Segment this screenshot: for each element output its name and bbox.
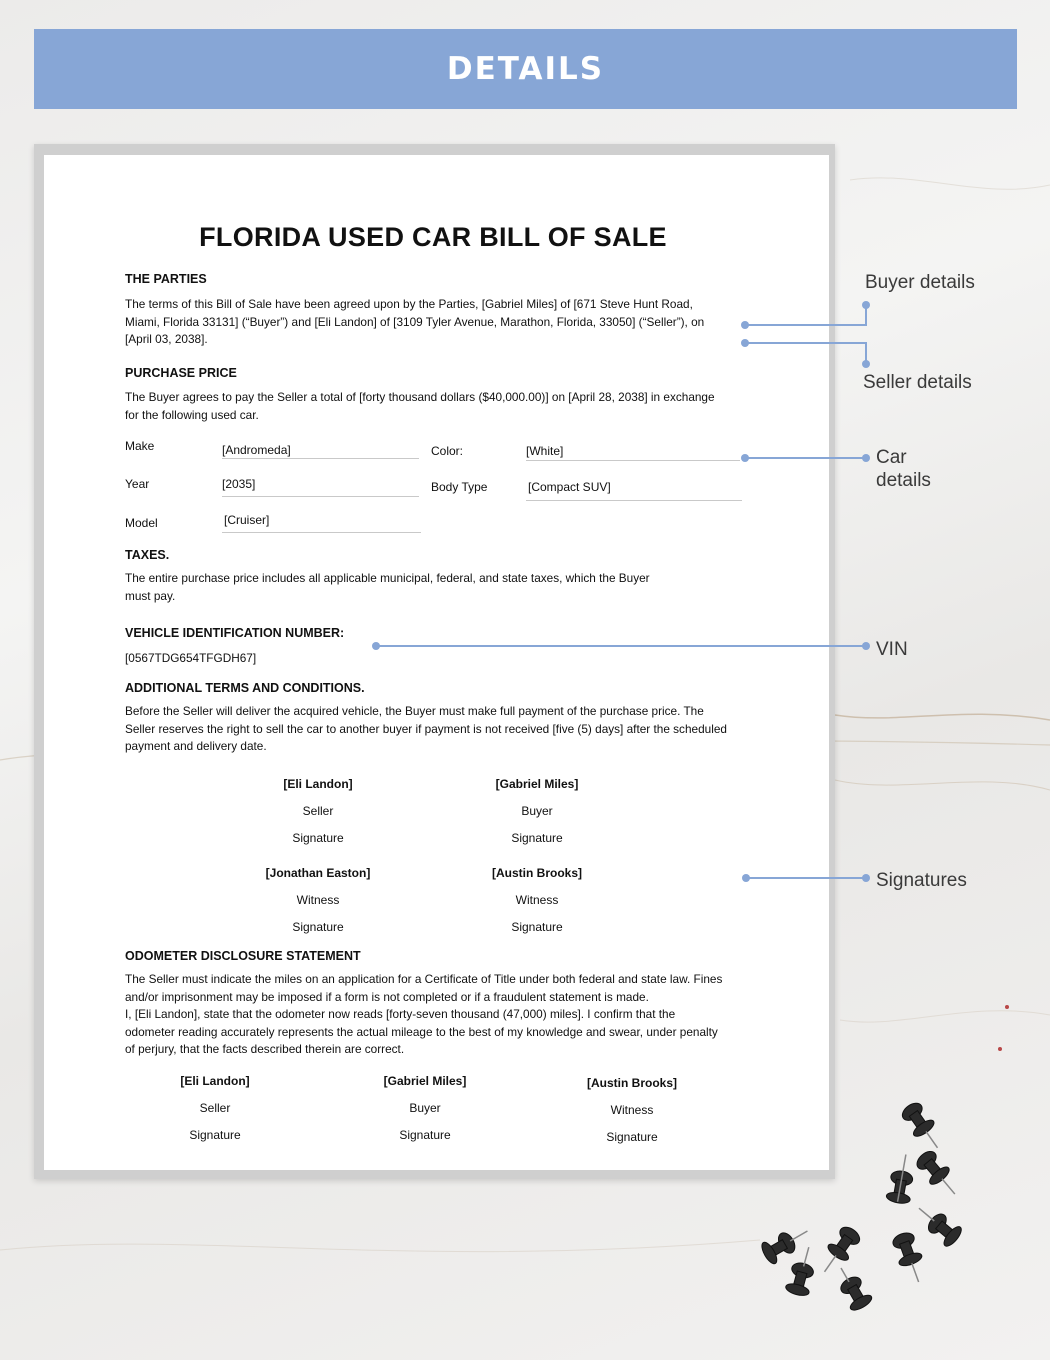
model-label: Model bbox=[125, 516, 158, 530]
parties-line: The terms of this Bill of Sale have been agreed upon by the Parties, [Gabriel Miles] of [671 Steve Hunt Road, bbox=[125, 297, 693, 311]
parties-line: Miami, Florida 33131] (“Buyer”) and [Eli Landon] of [3109 Tyler Avenue, Marathon, Florida, 33050] (“Seller”), on bbox=[125, 314, 705, 329]
signer-name: [Gabriel Miles] bbox=[383, 1074, 467, 1088]
purchase-line: for the following used car. bbox=[125, 407, 259, 422]
signer-role: Witness bbox=[515, 893, 559, 907]
signature-line[interactable]: Signature bbox=[189, 1128, 241, 1142]
color-value: [White] bbox=[526, 444, 564, 458]
push-pin-icon bbox=[913, 1147, 964, 1201]
additional-line: Seller reserves the right to sell the car to another buyer if payment is not received [five (5) days] after the scheduled bbox=[125, 721, 727, 736]
signer-role: Seller bbox=[302, 804, 334, 818]
odometer-line: and/or imprisonment may be imposed if a form is not completed or if a fraudulent statement is made. bbox=[125, 989, 649, 1004]
push-pin-icon bbox=[886, 1152, 918, 1204]
signer-name: [Austin Brooks] bbox=[587, 1076, 677, 1090]
push-pin-icon bbox=[898, 1099, 947, 1155]
parties-line: [April 03, 2038]. bbox=[125, 332, 208, 346]
signature-line[interactable]: Signature bbox=[292, 920, 344, 934]
additional-terms-heading: ADDITIONAL TERMS AND CONDITIONS. bbox=[125, 681, 365, 695]
signer-name: [Gabriel Miles] bbox=[495, 777, 579, 791]
banner-title: DETAILS bbox=[446, 51, 605, 87]
odometer-line: of perjury, that the facts described therein are correct. bbox=[125, 1042, 405, 1056]
color-label: Color: bbox=[431, 444, 464, 458]
signature-line[interactable]: Signature bbox=[399, 1128, 451, 1142]
additional-line: Before the Seller will deliver the acquired vehicle, the Buyer must make full payment of the purchase price. The bbox=[125, 704, 704, 718]
seller-details-label: Seller details bbox=[863, 372, 972, 393]
signature-line[interactable]: Signature bbox=[292, 831, 344, 845]
model-value: [Cruiser] bbox=[224, 513, 270, 527]
taxes-heading: TAXES. bbox=[125, 548, 170, 562]
buyer-details-label: Buyer details bbox=[865, 272, 975, 293]
push-pin-icon bbox=[831, 1262, 874, 1313]
odometer-line: I, [Eli Landon], state that the odometer now reads [forty-seven thousand (47,000) miles]. I confirm that the bbox=[125, 1007, 676, 1021]
push-pin-icon bbox=[890, 1230, 930, 1286]
push-pin-icon bbox=[815, 1223, 864, 1279]
signer-name: [Eli Landon] bbox=[180, 1074, 250, 1088]
parties-heading: THE PARTIES bbox=[125, 272, 207, 286]
document-title: FLORIDA USED CAR BILL OF SALE bbox=[199, 222, 667, 252]
body-type-label: Body Type bbox=[431, 480, 488, 494]
car-details-label-line: Car bbox=[876, 447, 907, 468]
purchase-line: The Buyer agrees to pay the Seller a total of [forty thousand dollars ($40,000.00)] on [April 28, 2038] in exchange bbox=[125, 390, 715, 404]
year-value: [2035] bbox=[222, 477, 256, 491]
signer-role: Witness bbox=[296, 893, 340, 907]
signer-name: [Austin Brooks] bbox=[492, 866, 582, 880]
signature-line[interactable]: Signature bbox=[511, 831, 563, 845]
odometer-line: odometer reading accurately represents the actual mileage to the best of my knowledge and swear, under penalty bbox=[125, 1024, 718, 1039]
additional-line: payment and delivery date. bbox=[125, 739, 267, 753]
signer-name: [Jonathan Easton] bbox=[265, 866, 371, 880]
signatures-label: Signatures bbox=[876, 870, 967, 891]
odometer-line: The Seller must indicate the miles on an application for a Certificate of Title under both federal and state law. Fines bbox=[125, 972, 723, 986]
taxes-line: must pay. bbox=[125, 588, 176, 603]
signer-role: Buyer bbox=[521, 804, 553, 818]
purchase-price-heading: PURCHASE PRICE bbox=[125, 366, 237, 380]
signer-name: [Eli Landon] bbox=[283, 777, 353, 791]
signer-role: Buyer bbox=[409, 1101, 441, 1115]
push-pin-icon bbox=[911, 1199, 964, 1249]
odometer-heading: ODOMETER DISCLOSURE STATEMENT bbox=[125, 949, 361, 963]
make-label: Make bbox=[125, 439, 155, 453]
signer-role: Witness bbox=[610, 1103, 654, 1117]
year-label: Year bbox=[125, 477, 150, 491]
signature-line[interactable]: Signature bbox=[606, 1130, 658, 1144]
vin-value: [0567TDG654TFGDH67] bbox=[125, 651, 257, 665]
make-value: [Andromeda] bbox=[222, 443, 291, 457]
signer-role: Seller bbox=[199, 1101, 231, 1115]
vin-label: VIN bbox=[876, 639, 908, 660]
vin-heading: VEHICLE IDENTIFICATION NUMBER: bbox=[125, 626, 345, 640]
body-type-value: [Compact SUV] bbox=[528, 480, 611, 494]
car-details-label-line: details bbox=[876, 470, 931, 491]
taxes-line: The entire purchase price includes all applicable municipal, federal, and state taxes, which the Buyer bbox=[125, 571, 650, 585]
signature-line[interactable]: Signature bbox=[511, 920, 563, 934]
